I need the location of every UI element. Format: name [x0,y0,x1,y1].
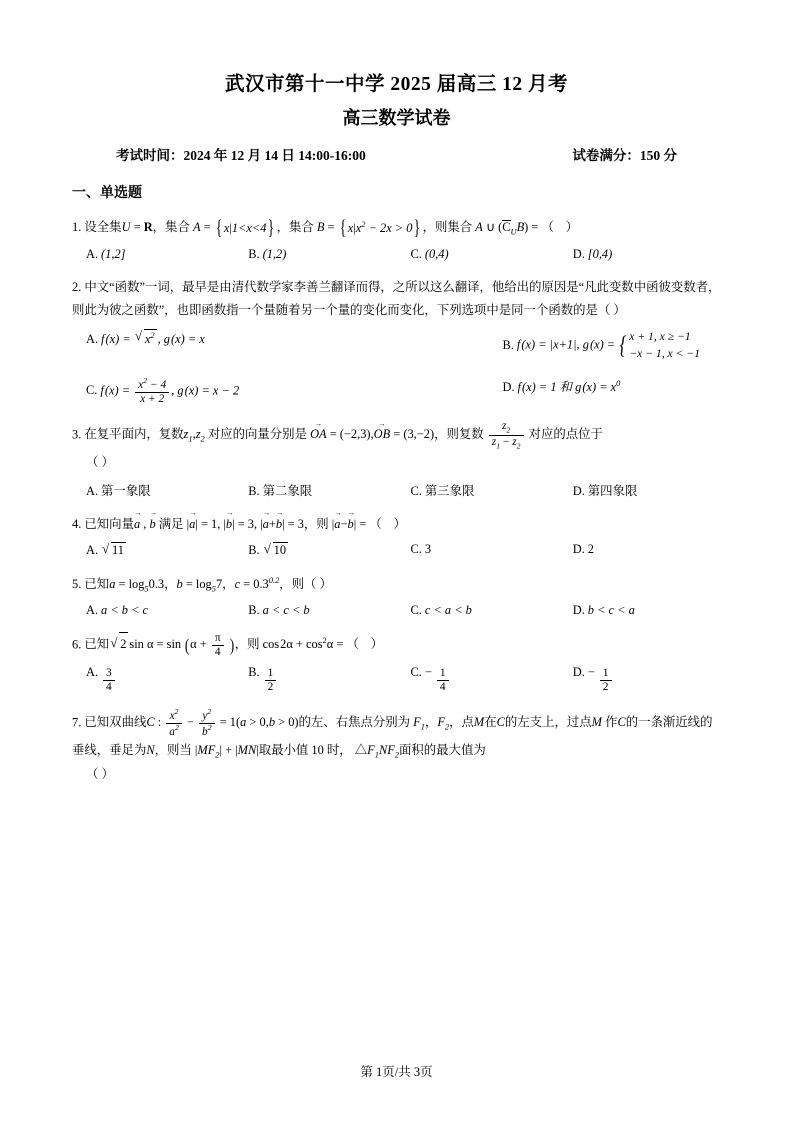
question-2-option-a[interactable]: A. f (x) = √ $x^2$ , g (x) = x [72,329,397,363]
question-2-option-b[interactable]: B. f (x) = |x+1|, g (x) = { x + 1, x ≥ −1 −x − 1, x < −1 [502,329,701,360]
question-4-options [72,542,721,558]
page-subtitle: 高三数学试卷 [342,108,451,128]
question-6-stem: 已知 √ 2 sin α = sin (α + $\frac{\pi}{4}$ )，则 cos $2\alpha + \cos^2\alpha$ = （ ） [84,637,387,651]
question-1-options [72,247,721,262]
question-5-option-d[interactable]: D. b < c < a [572,602,635,617]
question-7 [72,708,721,786]
question-2-stem: 中文“函数”一词，最早是由清代数学家李善兰翻译而得，之所以这么翻译，他给出的原因是“凡此变数中函彼变数者，则此为彼之函数”，也即函数指一个量随着另一个量的变化而变化，下列选项中是同一个函数的是（ ） [72,279,721,318]
question-3-option-d[interactable]: D. 第四象限 [572,483,638,498]
question-5-option-c[interactable]: C. c < a < b [410,602,472,617]
question-1-option-b[interactable]: B. (1,2) [248,246,287,261]
page-title: 武汉市第十一中学 2025 届高三 12 月考 [224,74,568,95]
question-4-stem: 已知向量a → , b → 满足 |a →| = 1, |b →| = 3, |a →+b →| = 3，则 |a →−b →| = （ ） [84,517,410,531]
question-1-stem: 设全集U = R，集合 A = { x | 1<x<4 } ，集合 B = { x | $x^2 - 2x > 0$ } ，则集合 A ∪ $(C_UB)$ = （ ） [84,215,583,240]
question-4-number: 4. [72,516,82,531]
question-5-stem: 已知$a = \log_50.3$，$b = \log_57$，$c = 0.3^{0.2}$，则（ ） [84,575,332,594]
question-2-number: 2. [72,279,82,294]
question-4-option-c[interactable]: C. 3 [410,542,432,557]
question-3-blank: （ ） [86,454,114,469]
page-footer: 第 1页/共 3页 [360,1065,433,1079]
question-1 [72,216,721,241]
question-6-option-d[interactable]: D. − $\frac{1}{2}$ [559,665,721,694]
question-5-number: 5. [72,577,82,592]
question-2-option-d[interactable]: D. f (x) = 1 和 g $(x) = x^0$ [502,377,621,394]
question-7-stem: 已知双曲线C : $\frac{x^2}{a^2}$ − $\frac{y^2}{b^2}$ = 1(a > 0,b > 0)的左、右焦点分别为 $F_1$，$F_2$，点M在C的左支上，过点M [84,707,602,738]
question-1-number: 1. [72,220,82,235]
section-heading: 一、单选题 [72,186,142,201]
question-5-option-a[interactable]: A. a < b < c [86,602,149,617]
question-5-options [72,603,721,618]
question-4-option-d[interactable]: D. 2 [572,542,594,557]
question-3 [72,420,721,475]
question-3-options [72,481,721,499]
question-6-option-c[interactable]: C. − $\frac{1}{4}$ [397,665,559,694]
question-6 [72,632,721,659]
question-4-option-b[interactable]: B. √ 10 [234,542,396,558]
question-6-option-a[interactable]: A. $\frac{3}{4}$ [72,665,234,694]
question-6-options [72,665,721,694]
exam-info-line [72,144,721,164]
question-3-stem: 在复平面内，复数$z_1,z_2$ 对应的向量分别是 OA → = (−2,3),OB → = (3,−2)，则复数 $\frac{z_2}{z_1 - z_2}$ 对应的点位于 [84,427,603,441]
question-2-option-c[interactable]: C. f (x) = $\frac{x^2 - 4}{x + 2}$ , g (x) = x − 2 [86,375,240,405]
question-7-number: 7. [72,715,82,730]
question-3-option-b[interactable]: B. 第二象限 [248,483,313,498]
question-1-option-d[interactable]: D. [0,4) [572,246,613,261]
question-7-stem-cont: 作C的一条渐近线的垂线，垂足为N，则当 $|MF_2| + |MN|$取最小值 10 时， $\triangle F_1NF_2$面积的最大值为 [72,715,713,760]
question-4 [72,513,721,537]
question-7-blank: （ ） [86,766,114,781]
question-3-number: 3. [72,427,82,442]
question-6-number: 6. [72,637,82,652]
question-3-option-a[interactable]: A. 第一象限 [86,483,151,498]
question-5 [72,572,721,597]
question-2 [72,276,721,323]
question-4-option-a[interactable]: A. √ 11 [72,542,234,558]
question-6-option-b[interactable]: B. $\frac{1}{2}$ [234,665,396,694]
question-1-option-a[interactable]: A. (1,2] [86,246,126,261]
exam-total-score: 试卷满分：150 分 [572,148,677,163]
question-2-options-row1 [72,329,721,363]
question-2-options-row2 [72,377,721,406]
question-1-option-c[interactable]: C. (0,4) [410,246,449,261]
question-5-option-b[interactable]: B. a < c < b [248,602,310,617]
question-3-option-c[interactable]: C. 第三象限 [410,483,475,498]
exam-time: 考试时间：2024 年 12 月 14 日 14:00-16:00 [116,148,366,163]
